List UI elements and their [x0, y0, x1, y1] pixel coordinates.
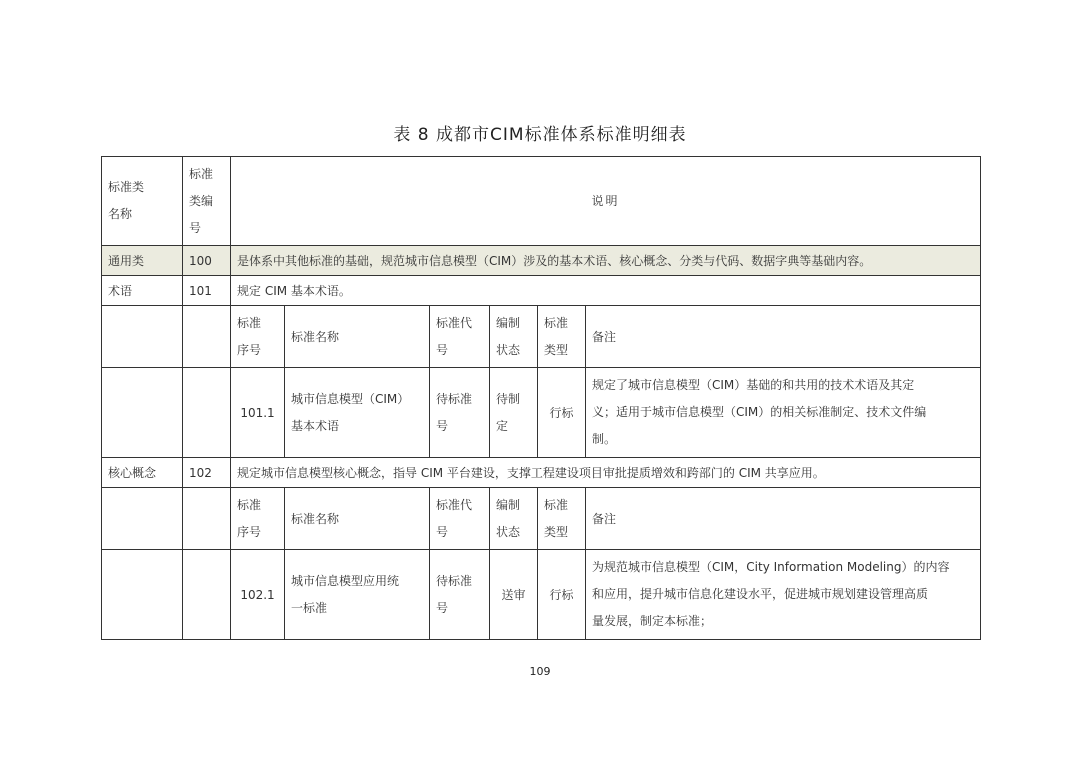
- term-code: 101: [183, 276, 231, 306]
- core-code: 102: [183, 458, 231, 488]
- term-subheader-row: [102, 306, 981, 368]
- subheader-remark: 备注: [586, 306, 981, 368]
- subheader-std-name: 标准名称: [285, 306, 430, 368]
- table-row-general: [102, 246, 981, 276]
- table-row-core: [102, 458, 981, 488]
- std-type: 行标: [538, 368, 586, 458]
- subheader-std-code: 标准代 号: [430, 488, 490, 550]
- table-row-102-1: [102, 550, 981, 640]
- subheader-std-code: 标准代 号: [430, 306, 490, 368]
- std-type: 行标: [538, 550, 586, 640]
- subheader-seq: 标准 序号: [231, 488, 285, 550]
- header-category-name: 标准类 名称: [102, 157, 183, 246]
- std-code: 待标准 号: [430, 550, 490, 640]
- std-seq: 101.1: [231, 368, 285, 458]
- term-name: 术语: [102, 276, 183, 306]
- core-name: 核心概念: [102, 458, 183, 488]
- subheader-status: 编制 状态: [490, 488, 538, 550]
- table-title: 表 8 成都市CIM标准体系标准明细表: [393, 125, 687, 145]
- page-number: 109: [529, 665, 551, 678]
- table-header-row: [102, 157, 981, 246]
- subheader-type: 标准 类型: [538, 488, 586, 550]
- general-code: 100: [183, 246, 231, 276]
- term-description: 规定 CIM 基本术语。: [231, 276, 981, 306]
- header-category-code: 标准 类编 号: [183, 157, 231, 246]
- std-code: 待标准 号: [430, 368, 490, 458]
- general-description: 是体系中其他标准的基础，规范城市信息模型（CIM）涉及的基本术语、核心概念、分类与代码、数据字典等基础内容。: [231, 246, 981, 276]
- std-status: 送审: [490, 550, 538, 640]
- general-name: 通用类: [102, 246, 183, 276]
- core-subheader-row: [102, 488, 981, 550]
- standards-table: [101, 156, 981, 640]
- subheader-remark: 备注: [586, 488, 981, 550]
- std-name: 城市信息模型（CIM） 基本术语: [285, 368, 430, 458]
- std-status: 待制 定: [490, 368, 538, 458]
- std-remark: 为规范城市信息模型（CIM，City Information Modeling）的内容 和应用，提升城市信息化建设水平，促进城市规划建设管理高质 量发展，制定本标准；: [586, 550, 981, 640]
- std-remark: 规定了城市信息模型（CIM）基础的和共用的技术术语及其定 义；适用于城市信息模型（CIM）的相关标准制定、技术文件编 制。: [586, 368, 981, 458]
- subheader-seq: 标准 序号: [231, 306, 285, 368]
- subheader-type: 标准 类型: [538, 306, 586, 368]
- header-description: 说明: [231, 157, 981, 246]
- std-seq: 102.1: [231, 550, 285, 640]
- std-name: 城市信息模型应用统 一标准: [285, 550, 430, 640]
- subheader-std-name: 标准名称: [285, 488, 430, 550]
- core-description: 规定城市信息模型核心概念，指导 CIM 平台建设，支撑工程建设项目审批提质增效和跨部门的 CIM 共享应用。: [231, 458, 981, 488]
- table-row-term: [102, 276, 981, 306]
- subheader-status: 编制 状态: [490, 306, 538, 368]
- table-row-101-1: [102, 368, 981, 458]
